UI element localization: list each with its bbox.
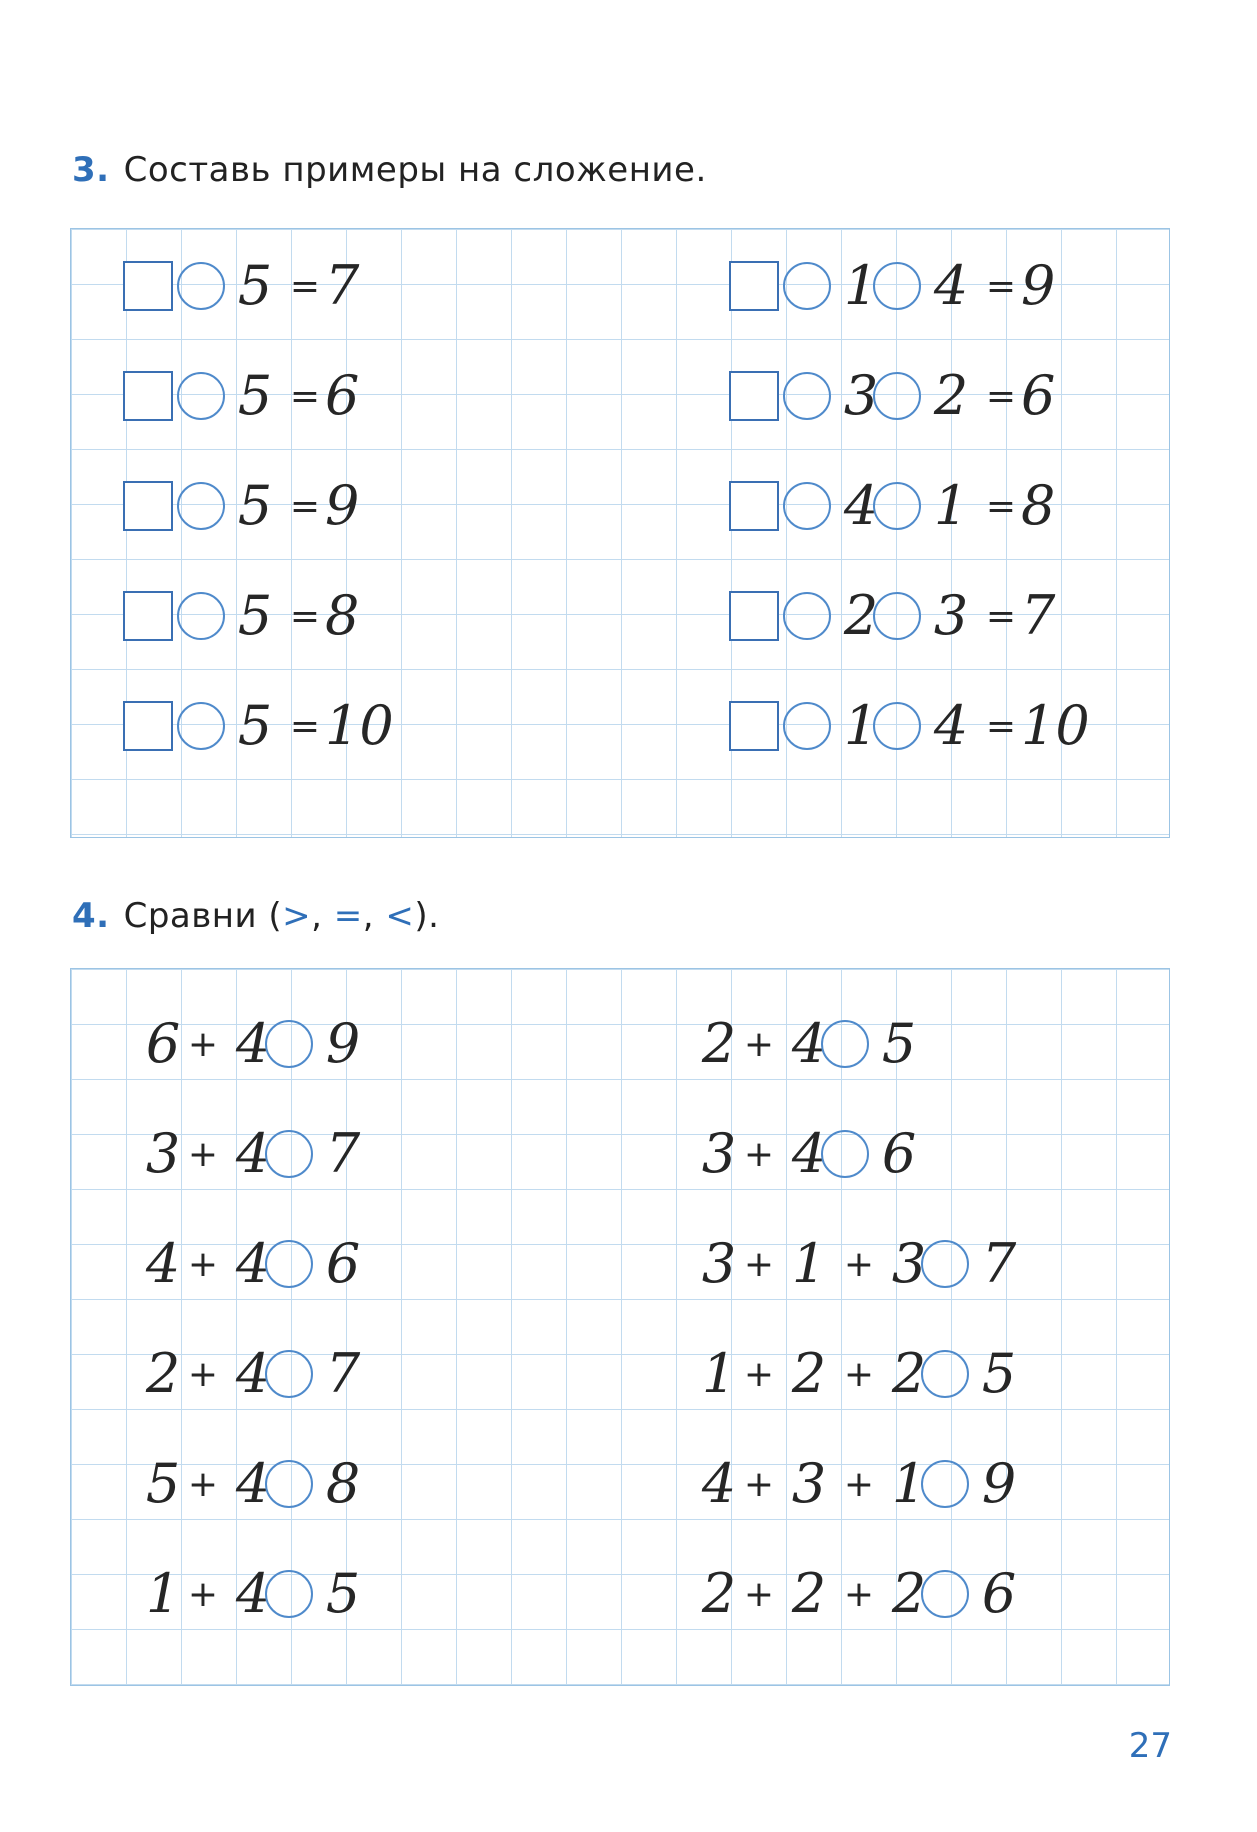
term: 5 <box>145 1452 181 1515</box>
term: 3 <box>891 1232 927 1295</box>
task-4-left-row-1 <box>143 1011 373 1077</box>
term: 2 <box>701 1562 737 1625</box>
plus-sign: + <box>743 1463 775 1505</box>
compare-circle[interactable] <box>921 1350 969 1398</box>
sum: 7 <box>1021 584 1056 647</box>
task-3-left-row-2 <box>123 363 359 429</box>
addend: 1 <box>933 474 969 537</box>
task-3-right-row-2 <box>729 363 1055 429</box>
compare-circle[interactable] <box>265 1460 313 1508</box>
term: 4 <box>235 1232 271 1295</box>
task-4-grid <box>70 968 1170 1686</box>
separator: , <box>311 896 323 936</box>
sign-circle[interactable] <box>783 372 831 420</box>
compare-circle[interactable] <box>265 1240 313 1288</box>
plus-sign: + <box>843 1463 875 1505</box>
addend: 3 <box>843 364 879 427</box>
sum: 8 <box>1021 474 1056 537</box>
term: 2 <box>145 1342 181 1405</box>
addend: 5 <box>237 584 273 647</box>
plus-sign: + <box>187 1023 219 1065</box>
equals-sign: = <box>289 705 321 747</box>
term: 3 <box>701 1122 737 1185</box>
task-3-right-row-1 <box>729 253 1055 319</box>
plus-sign: + <box>187 1133 219 1175</box>
plus-sign: + <box>743 1353 775 1395</box>
task-4-number: 4. <box>72 896 110 936</box>
sign-circle[interactable] <box>783 702 831 750</box>
term: 1 <box>791 1232 827 1295</box>
separator: , <box>362 896 375 936</box>
term: 4 <box>235 1122 271 1185</box>
addend: 2 <box>843 584 879 647</box>
task-4-right-row-4 <box>699 1341 1029 1407</box>
term: 2 <box>791 1342 827 1405</box>
answer-box[interactable] <box>123 371 173 421</box>
sum: 10 <box>1021 694 1090 757</box>
addend: 1 <box>843 254 879 317</box>
task-3-number: 3. <box>72 150 110 190</box>
plus-sign: + <box>843 1353 875 1395</box>
compare-value: 5 <box>325 1562 361 1625</box>
plus-sign: + <box>187 1243 219 1285</box>
compare-circle[interactable] <box>265 1350 313 1398</box>
plus-sign: + <box>843 1573 875 1615</box>
equals-sign: = <box>985 265 1017 307</box>
compare-circle[interactable] <box>265 1020 313 1068</box>
compare-value: 6 <box>325 1232 361 1295</box>
term: 4 <box>235 1452 271 1515</box>
task-3-right-row-5 <box>729 693 1090 759</box>
sign-circle[interactable] <box>177 702 225 750</box>
equals-sign: = <box>289 595 321 637</box>
addend: 5 <box>237 694 273 757</box>
task-4-left-row-6 <box>143 1561 373 1627</box>
task-4-title-prefix: Сравни ( <box>123 896 283 936</box>
sign-circle[interactable] <box>783 592 831 640</box>
term: 1 <box>145 1562 181 1625</box>
addend: 5 <box>237 364 273 427</box>
addend: 5 <box>237 474 273 537</box>
less-symbol: < <box>385 896 415 936</box>
compare-circle[interactable] <box>821 1130 869 1178</box>
equals-sign: = <box>289 265 321 307</box>
equals-sign: = <box>289 485 321 527</box>
equals-symbol: = <box>333 896 363 936</box>
equals-sign: = <box>985 595 1017 637</box>
answer-box[interactable] <box>729 481 779 531</box>
compare-value: 7 <box>325 1122 361 1185</box>
plus-sign: + <box>743 1573 775 1615</box>
equals-sign: = <box>985 705 1017 747</box>
task-4-right-row-3 <box>699 1231 1029 1297</box>
compare-value: 5 <box>881 1012 917 1075</box>
term: 4 <box>791 1122 827 1185</box>
task-4-heading <box>72 896 440 936</box>
answer-box[interactable] <box>729 591 779 641</box>
term: 4 <box>701 1452 737 1515</box>
addend: 2 <box>933 364 969 427</box>
term: 4 <box>145 1232 181 1295</box>
answer-box[interactable] <box>123 591 173 641</box>
compare-value: 7 <box>981 1232 1017 1295</box>
sum: 10 <box>325 694 394 757</box>
term: 2 <box>701 1012 737 1075</box>
addend: 1 <box>843 694 879 757</box>
plus-sign: + <box>187 1353 219 1395</box>
term: 6 <box>145 1012 181 1075</box>
task-3-left-row-1 <box>123 253 359 319</box>
equals-sign: = <box>289 375 321 417</box>
answer-box[interactable] <box>729 261 779 311</box>
sign-circle[interactable] <box>873 372 921 420</box>
sum: 6 <box>325 364 360 427</box>
term: 1 <box>891 1452 927 1515</box>
term: 1 <box>701 1342 737 1405</box>
plus-sign: + <box>187 1463 219 1505</box>
answer-box[interactable] <box>729 701 779 751</box>
plus-sign: + <box>187 1573 219 1615</box>
term: 2 <box>791 1562 827 1625</box>
sign-circle[interactable] <box>873 482 921 530</box>
addend: 5 <box>237 254 273 317</box>
task-3-left-row-3 <box>123 473 359 539</box>
task-3-left-row-5 <box>123 693 394 759</box>
task-3-heading <box>72 150 707 190</box>
equals-sign: = <box>985 375 1017 417</box>
task-4-left-row-3 <box>143 1231 373 1297</box>
answer-box[interactable] <box>123 481 173 531</box>
plus-sign: + <box>743 1133 775 1175</box>
sign-circle[interactable] <box>873 702 921 750</box>
sign-circle[interactable] <box>783 262 831 310</box>
compare-circle[interactable] <box>921 1570 969 1618</box>
compare-value: 6 <box>881 1122 917 1185</box>
term: 3 <box>145 1122 181 1185</box>
compare-value: 9 <box>325 1012 361 1075</box>
term: 4 <box>235 1012 271 1075</box>
plus-sign: + <box>843 1243 875 1285</box>
task-4-left-row-2 <box>143 1121 373 1187</box>
sum: 9 <box>325 474 360 537</box>
compare-circle[interactable] <box>821 1020 869 1068</box>
equals-sign: = <box>985 485 1017 527</box>
sum: 6 <box>1021 364 1056 427</box>
term: 4 <box>235 1562 271 1625</box>
term: 4 <box>791 1012 827 1075</box>
term: 3 <box>791 1452 827 1515</box>
addend: 4 <box>843 474 879 537</box>
sum: 7 <box>325 254 360 317</box>
sign-circle[interactable] <box>177 372 225 420</box>
sign-circle[interactable] <box>873 262 921 310</box>
sign-circle[interactable] <box>873 592 921 640</box>
sum: 8 <box>325 584 360 647</box>
sign-circle[interactable] <box>177 482 225 530</box>
compare-circle[interactable] <box>921 1460 969 1508</box>
task-4-right-row-1 <box>699 1011 929 1077</box>
term: 3 <box>701 1232 737 1295</box>
greater-symbol: > <box>282 896 312 936</box>
task-4-right-row-5 <box>699 1451 1029 1517</box>
task-3-title: Составь примеры на сложение. <box>123 150 707 190</box>
task-4-left-row-4 <box>143 1341 373 1407</box>
task-4-title-suffix: ). <box>414 896 440 936</box>
compare-circle[interactable] <box>265 1570 313 1618</box>
answer-box[interactable] <box>729 371 779 421</box>
sign-circle[interactable] <box>177 592 225 640</box>
task-4-right-row-6 <box>699 1561 1029 1627</box>
page-number: 27 <box>1128 1726 1172 1766</box>
addend: 3 <box>933 584 969 647</box>
task-4-right-row-2 <box>699 1121 929 1187</box>
compare-value: 8 <box>325 1452 361 1515</box>
compare-value: 6 <box>981 1562 1017 1625</box>
term: 4 <box>235 1342 271 1405</box>
task-4-left-row-5 <box>143 1451 373 1517</box>
task-3-right-row-3 <box>729 473 1055 539</box>
compare-value: 5 <box>981 1342 1017 1405</box>
term: 2 <box>891 1342 927 1405</box>
compare-circle[interactable] <box>265 1130 313 1178</box>
compare-value: 7 <box>325 1342 361 1405</box>
sign-circle[interactable] <box>783 482 831 530</box>
compare-circle[interactable] <box>921 1240 969 1288</box>
task-3-left-row-4 <box>123 583 359 649</box>
addend: 4 <box>933 694 969 757</box>
sum: 9 <box>1021 254 1056 317</box>
plus-sign: + <box>743 1023 775 1065</box>
term: 2 <box>891 1562 927 1625</box>
task-3-grid <box>70 228 1170 838</box>
plus-sign: + <box>743 1243 775 1285</box>
task-3-right-row-4 <box>729 583 1055 649</box>
addend: 4 <box>933 254 969 317</box>
compare-value: 9 <box>981 1452 1017 1515</box>
sign-circle[interactable] <box>177 262 225 310</box>
answer-box[interactable] <box>123 261 173 311</box>
answer-box[interactable] <box>123 701 173 751</box>
